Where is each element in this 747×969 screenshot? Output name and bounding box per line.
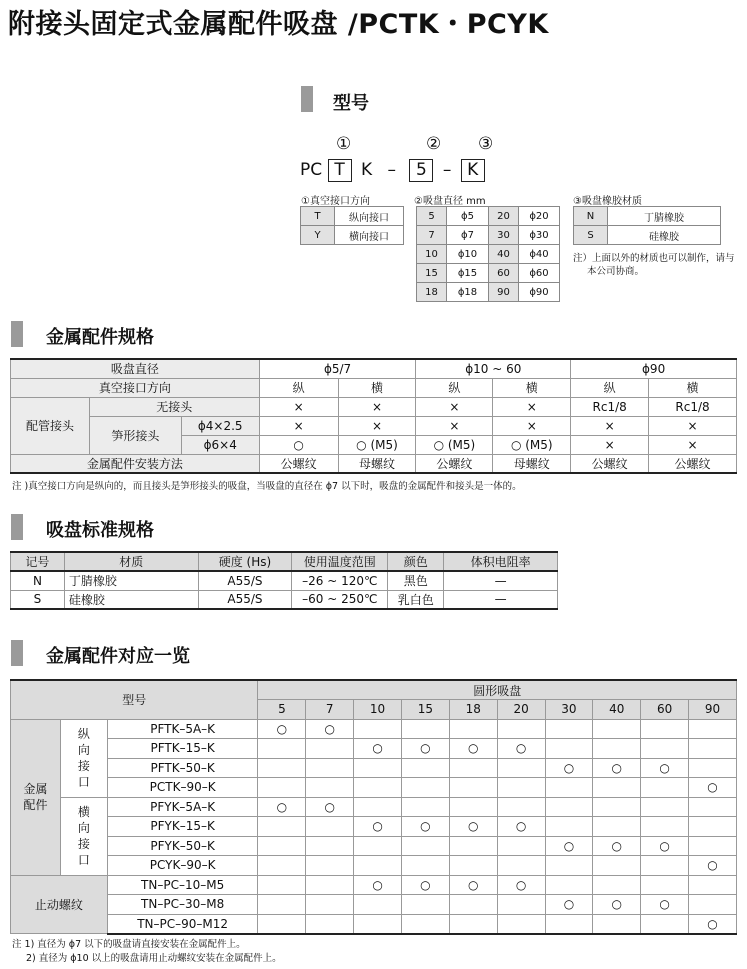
mark-cell	[401, 719, 449, 739]
header-cell: 记号	[11, 552, 65, 571]
mark-cell	[449, 797, 497, 817]
code-box-direction: T	[328, 159, 352, 182]
table-cell: 乳白色	[388, 590, 444, 609]
mark-cell	[449, 719, 497, 739]
mark-cell	[258, 778, 306, 798]
spec-cell: ×	[416, 416, 493, 435]
spec-cell: 公螺纹	[649, 454, 737, 473]
model-section-title: 型号	[333, 93, 369, 114]
mark-cell	[306, 914, 354, 934]
spec-header-barb-b: ϕ6×4	[181, 435, 259, 454]
table-cell: 黑色	[388, 571, 444, 590]
size-header: 10	[354, 700, 402, 720]
mark-cell	[401, 914, 449, 934]
mark-cell	[593, 797, 641, 817]
mark-cell	[689, 719, 737, 739]
spec-diameter-cell: ϕ10 ~ 60	[416, 359, 571, 378]
table-cell: –26 ~ 120℃	[292, 571, 388, 590]
mark-cell: ○	[354, 875, 402, 895]
mark-cell	[401, 895, 449, 915]
mark-cell: ○	[593, 895, 641, 915]
mark-cell	[545, 797, 593, 817]
mark-cell: ○	[401, 739, 449, 759]
material-note: 注）上面以外的材质也可以制作，请与	[573, 253, 735, 264]
mark-cell	[497, 778, 545, 798]
mark-cell	[641, 817, 689, 837]
mark-cell	[593, 856, 641, 876]
model-code	[300, 158, 485, 182]
group-stopper: 止动螺纹	[11, 875, 108, 934]
mark-cell: ○	[258, 797, 306, 817]
marker-2: ②	[426, 134, 442, 154]
size-header: 90	[689, 700, 737, 720]
material-table-title: ③吸盘橡胶材质	[573, 196, 642, 207]
table-cell: 7	[417, 226, 447, 245]
mark-cell	[306, 856, 354, 876]
diameter-table-title: ②吸盘直径 mm	[414, 196, 486, 207]
mark-cell	[497, 836, 545, 856]
table-cell: 15	[417, 264, 447, 283]
model-cell: PFYK–50–K	[107, 836, 258, 856]
mark-cell	[449, 778, 497, 798]
table-cell: Y	[301, 226, 335, 245]
mark-cell	[593, 739, 641, 759]
mark-cell	[641, 797, 689, 817]
mark-cell: ○	[641, 895, 689, 915]
mark-cell	[306, 758, 354, 778]
spec-cell: ○ (M5)	[338, 435, 416, 454]
list-header-model: 型号	[11, 680, 258, 719]
spec-cell: 纵	[571, 378, 649, 397]
table-cell: S	[574, 226, 608, 245]
standard-section-title: 吸盘标准规格	[46, 520, 154, 541]
standard-table	[10, 551, 558, 610]
spec-cell: ○ (M5)	[493, 435, 571, 454]
size-header: 20	[497, 700, 545, 720]
spec-cell: ×	[649, 416, 737, 435]
spec-note: 注 )真空接口方向是纵向的，而且接头是笋形接头的吸盘，当吸盘的直径在 ϕ7 以下时，吸盘的金属配件和接头是一体的。	[12, 481, 522, 492]
mark-cell	[689, 758, 737, 778]
fitting-list-table	[10, 679, 737, 935]
mark-cell	[258, 758, 306, 778]
table-cell: 硅橡胶	[64, 590, 198, 609]
material-table	[573, 206, 721, 245]
mark-cell	[641, 719, 689, 739]
mark-cell: ○	[449, 875, 497, 895]
mark-cell	[401, 778, 449, 798]
mark-cell: ○	[689, 914, 737, 934]
direction-table-title: ①真空接口方向	[301, 196, 370, 207]
model-cell: TN–PC–30–M8	[107, 895, 258, 915]
code-dash: –	[387, 160, 396, 180]
mark-cell	[545, 719, 593, 739]
mark-cell	[689, 875, 737, 895]
header-cell: 颜色	[388, 552, 444, 571]
size-header: 60	[641, 700, 689, 720]
mark-cell	[354, 778, 402, 798]
table-cell: 硅橡胶	[608, 226, 721, 245]
mark-cell	[354, 895, 402, 915]
spec-cell: ×	[571, 435, 649, 454]
mark-cell: ○	[593, 758, 641, 778]
mark-cell: ○	[593, 836, 641, 856]
header-cell: 材质	[64, 552, 198, 571]
section-marker	[301, 86, 313, 112]
mark-cell	[545, 856, 593, 876]
mark-cell	[258, 817, 306, 837]
spec-header-mount: 金属配件安装方法	[11, 454, 260, 473]
table-cell: N	[574, 207, 608, 226]
mark-cell	[497, 856, 545, 876]
spec-cell: 母螺纹	[493, 454, 571, 473]
table-cell: 18	[417, 283, 447, 302]
spec-cell: 横	[649, 378, 737, 397]
mark-cell	[354, 836, 402, 856]
group-vertical-label: 纵向接口	[77, 727, 90, 789]
table-cell: S	[11, 590, 65, 609]
mark-cell: ○	[641, 836, 689, 856]
mark-cell	[545, 739, 593, 759]
spec-header-direction: 真空接口方向	[11, 378, 260, 397]
model-cell: TN–PC–90–M12	[107, 914, 258, 934]
spec-header-fitting: 配管接头	[11, 397, 90, 454]
spec-header-barb-a: ϕ4×2.5	[181, 416, 259, 435]
mark-cell	[641, 739, 689, 759]
table-cell: ϕ90	[519, 283, 560, 302]
code-dash: –	[442, 160, 452, 180]
mark-cell: ○	[497, 817, 545, 837]
mark-cell	[545, 914, 593, 934]
spec-cell: 母螺纹	[338, 454, 416, 473]
group-horizontal-label: 横向接口	[77, 805, 90, 867]
code-box-material: K	[461, 159, 485, 182]
spec-cell: ×	[259, 397, 338, 416]
table-cell: ϕ20	[519, 207, 560, 226]
code-prefix: PC	[300, 160, 323, 180]
table-cell: 10	[417, 245, 447, 264]
mark-cell	[258, 875, 306, 895]
mark-cell	[449, 836, 497, 856]
mark-cell	[497, 797, 545, 817]
mark-cell	[354, 758, 402, 778]
mark-cell: ○	[641, 758, 689, 778]
table-cell: 60	[489, 264, 519, 283]
mark-cell	[258, 914, 306, 934]
mark-cell	[401, 797, 449, 817]
model-cell: PFTK–5A–K	[107, 719, 258, 739]
spec-cell: ○ (M5)	[416, 435, 493, 454]
mark-cell	[545, 778, 593, 798]
header-cell: 硬度 (Hs)	[198, 552, 292, 571]
table-cell: ϕ30	[519, 226, 560, 245]
mark-cell	[593, 914, 641, 934]
header-cell: 体积电阻率	[444, 552, 558, 571]
model-cell: PFTK–50–K	[107, 758, 258, 778]
table-cell: 丁腈橡胶	[64, 571, 198, 590]
mark-cell	[306, 817, 354, 837]
model-cell: PCTK–90–K	[107, 778, 258, 798]
spec-header-none: 无接头	[89, 397, 259, 416]
table-cell: 40	[489, 245, 519, 264]
model-cell: PFYK–5A–K	[107, 797, 258, 817]
table-cell: —	[444, 590, 558, 609]
mark-cell	[449, 914, 497, 934]
spec-cell: 公螺纹	[416, 454, 493, 473]
mark-cell	[401, 836, 449, 856]
table-cell: A55/S	[198, 571, 292, 590]
spec-cell: ×	[493, 416, 571, 435]
section-marker	[11, 321, 23, 347]
mark-cell: ○	[545, 895, 593, 915]
spec-cell: ×	[416, 397, 493, 416]
mark-cell	[401, 856, 449, 876]
mark-cell	[593, 719, 641, 739]
table-cell: ϕ60	[519, 264, 560, 283]
spec-cell: Rc1/8	[571, 397, 649, 416]
mark-cell	[306, 739, 354, 759]
list-note: 2) 直径为 ϕ10 以上的吸盘请用止动螺纹安装在金属配件上。	[26, 953, 282, 964]
table-cell: 90	[489, 283, 519, 302]
size-header: 7	[306, 700, 354, 720]
spec-cell: ○	[259, 435, 338, 454]
table-cell: 纵向接口	[335, 207, 404, 226]
list-section-title: 金属配件对应一览	[46, 646, 190, 667]
mark-cell: ○	[449, 739, 497, 759]
mark-cell	[497, 719, 545, 739]
mark-cell	[641, 875, 689, 895]
model-cell: PCYK–90–K	[107, 856, 258, 876]
mark-cell: ○	[497, 739, 545, 759]
mark-cell	[497, 758, 545, 778]
spec-cell: ×	[649, 435, 737, 454]
mark-cell	[545, 875, 593, 895]
table-cell: 丁腈橡胶	[608, 207, 721, 226]
mark-cell	[258, 836, 306, 856]
direction-table	[300, 206, 404, 245]
spec-diameter-cell: ϕ5/7	[259, 359, 416, 378]
mark-cell	[689, 895, 737, 915]
mark-cell	[689, 797, 737, 817]
diameter-table	[416, 206, 560, 302]
mark-cell	[689, 817, 737, 837]
size-header: 18	[449, 700, 497, 720]
mark-cell	[306, 836, 354, 856]
mark-cell	[641, 778, 689, 798]
table-cell: 20	[489, 207, 519, 226]
mark-cell: ○	[354, 739, 402, 759]
spec-cell: ×	[493, 397, 571, 416]
mark-cell	[545, 817, 593, 837]
spec-cell: 公螺纹	[259, 454, 338, 473]
model-cell: TN–PC–10–M5	[107, 875, 258, 895]
mark-cell: ○	[545, 836, 593, 856]
mark-cell	[449, 895, 497, 915]
mark-cell	[354, 856, 402, 876]
table-cell: 横向接口	[335, 226, 404, 245]
table-cell: 30	[489, 226, 519, 245]
mark-cell	[401, 758, 449, 778]
spec-cell: ×	[259, 416, 338, 435]
table-cell: —	[444, 571, 558, 590]
code-k: K	[360, 160, 373, 180]
mark-cell: ○	[689, 856, 737, 876]
spec-table	[10, 358, 737, 474]
mark-cell	[641, 914, 689, 934]
marker-1: ①	[336, 134, 352, 154]
mark-cell: ○	[689, 778, 737, 798]
mark-cell: ○	[258, 719, 306, 739]
mark-cell	[258, 856, 306, 876]
mark-cell	[689, 836, 737, 856]
mark-cell	[689, 739, 737, 759]
spec-cell: 纵	[416, 378, 493, 397]
mark-cell	[306, 875, 354, 895]
group-horizontal	[60, 797, 107, 875]
mark-cell	[258, 739, 306, 759]
mark-cell	[641, 856, 689, 876]
spec-cell: 纵	[259, 378, 338, 397]
mark-cell	[258, 895, 306, 915]
table-cell: ϕ7	[447, 226, 489, 245]
section-marker	[11, 514, 23, 540]
mark-cell: ○	[497, 875, 545, 895]
mark-cell: ○	[306, 797, 354, 817]
model-cell: PFTK–15–K	[107, 739, 258, 759]
mark-cell: ○	[354, 817, 402, 837]
mark-cell	[449, 758, 497, 778]
table-cell: ϕ5	[447, 207, 489, 226]
mark-cell: ○	[449, 817, 497, 837]
table-cell: –60 ~ 250℃	[292, 590, 388, 609]
marker-3: ③	[478, 134, 494, 154]
mark-cell	[593, 875, 641, 895]
table-cell: T	[301, 207, 335, 226]
group-fitting	[11, 719, 61, 875]
mark-cell	[497, 914, 545, 934]
group-vertical	[60, 719, 107, 797]
mark-cell	[354, 797, 402, 817]
mark-cell: ○	[545, 758, 593, 778]
spec-cell: 横	[493, 378, 571, 397]
spec-cell: ×	[338, 397, 416, 416]
mark-cell: ○	[306, 719, 354, 739]
material-note: 本公司协商。	[587, 266, 645, 277]
model-cell: PFYK–15–K	[107, 817, 258, 837]
spec-diameter-cell: ϕ90	[571, 359, 737, 378]
page-title: 附接头固定式金属配件吸盘 /PCTK・PCYK	[8, 9, 549, 40]
mark-cell: ○	[401, 875, 449, 895]
size-header: 30	[545, 700, 593, 720]
spec-cell: Rc1/8	[649, 397, 737, 416]
header-cell: 使用温度范围	[292, 552, 388, 571]
mark-cell	[306, 778, 354, 798]
spec-cell: ×	[338, 416, 416, 435]
spec-header-barb: 笋形接头	[89, 416, 181, 454]
spec-cell: 公螺纹	[571, 454, 649, 473]
mark-cell	[593, 778, 641, 798]
mark-cell	[306, 895, 354, 915]
mark-cell	[593, 817, 641, 837]
table-cell: ϕ15	[447, 264, 489, 283]
table-cell: ϕ40	[519, 245, 560, 264]
table-cell: ϕ10	[447, 245, 489, 264]
group-fitting-label: 金属配件	[23, 782, 48, 812]
spec-section-title: 金属配件规格	[46, 327, 154, 348]
list-note: 注 1) 直径为 ϕ7 以下的吸盘请直接安装在金属配件上。	[12, 939, 246, 950]
mark-cell	[449, 856, 497, 876]
mark-cell: ○	[401, 817, 449, 837]
table-cell: N	[11, 571, 65, 590]
spec-cell: ×	[571, 416, 649, 435]
mark-cell	[497, 895, 545, 915]
size-header: 15	[401, 700, 449, 720]
code-box-diameter: 5	[409, 159, 433, 182]
section-marker	[11, 640, 23, 666]
size-header: 5	[258, 700, 306, 720]
table-cell: A55/S	[198, 590, 292, 609]
mark-cell	[354, 914, 402, 934]
list-header-pad: 圆形吸盘	[258, 680, 737, 700]
spec-cell: 横	[338, 378, 416, 397]
size-header: 40	[593, 700, 641, 720]
table-cell: 5	[417, 207, 447, 226]
spec-header-diameter: 吸盘直径	[11, 359, 260, 378]
table-cell: ϕ18	[447, 283, 489, 302]
mark-cell	[354, 719, 402, 739]
